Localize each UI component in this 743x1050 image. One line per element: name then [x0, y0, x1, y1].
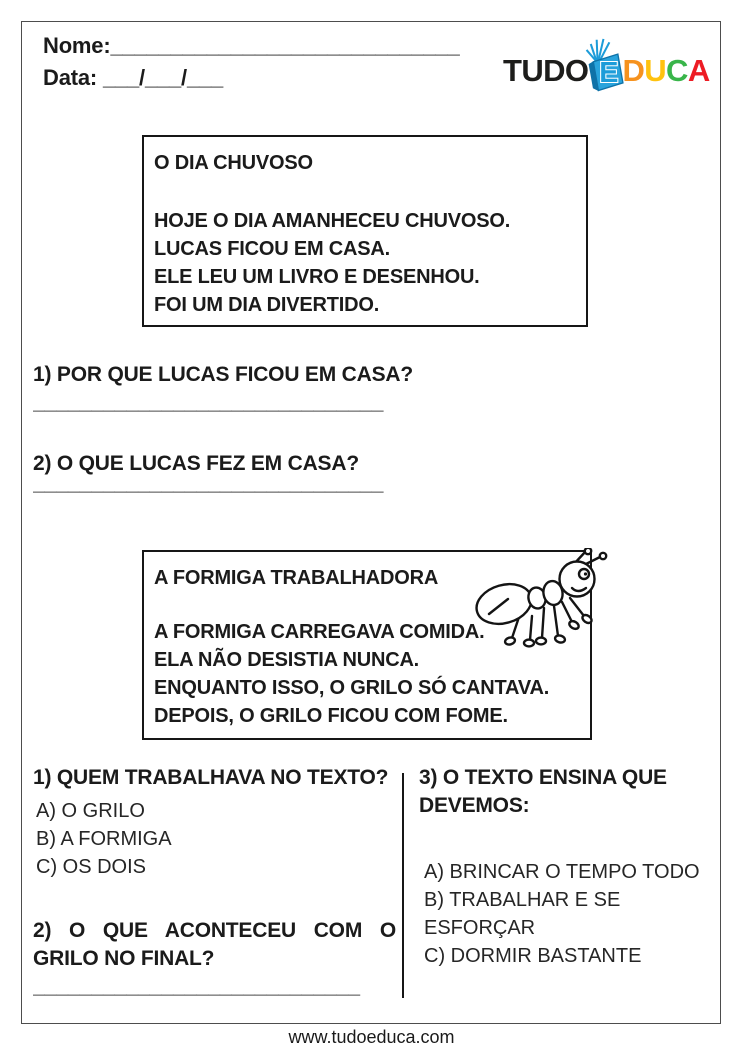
date-row	[43, 63, 223, 93]
open-book-icon	[584, 35, 628, 97]
question-2b-answer-line[interactable]: ____________________________	[33, 975, 361, 998]
question-1-answer-line[interactable]: ______________________________	[33, 391, 384, 414]
story1-line: LUCAS FICOU EM CASA.	[154, 238, 391, 260]
option-a-brincar[interactable]: A) BRINCAR O TEMPO TODO	[424, 861, 700, 883]
question-1-text: 1) POR QUE LUCAS FICOU EM CASA?	[33, 363, 413, 386]
story2-line: ELA NÃO DESISTIA NUNCA.	[154, 649, 420, 671]
story2-line: DEPOIS, O GRILO FICOU COM FOME.	[154, 705, 508, 727]
logo-letter-u: U	[644, 53, 667, 88]
story1-line: ELE LEU UM LIVRO E DESENHOU.	[154, 266, 480, 288]
question-1b-text: 1) QUEM TRABALHAVA NO TEXTO?	[33, 766, 389, 789]
story1-title: O DIA CHUVOSO	[154, 152, 313, 174]
site-url: www.tudoeduca.com	[288, 1027, 455, 1047]
column-divider	[402, 773, 404, 998]
date-blank-line[interactable]: ___/___/___	[102, 65, 224, 90]
option-b-formiga[interactable]: B) A FORMIGA	[36, 828, 172, 850]
question-2-text: 2) O QUE LUCAS FEZ EM CASA?	[33, 452, 359, 475]
bottom-right-column	[419, 764, 731, 970]
bottom-left-column	[33, 764, 396, 1002]
option-c-os-dois[interactable]: C) OS DOIS	[36, 856, 147, 878]
option-c-dormir[interactable]: C) DORMIR BASTANTE	[424, 945, 642, 967]
question-2-answer-line[interactable]: ______________________________	[33, 472, 384, 495]
logo-text-tudo: TUDO	[503, 53, 589, 88]
date-label: Data:	[43, 65, 98, 90]
option-b-trabalhar[interactable]: B) TRABALHAR E SE ESFORÇAR	[424, 889, 621, 939]
option-a-grilo[interactable]: A) O GRILO	[36, 800, 145, 822]
question-3-text: 3) O TEXTO ENSINA QUE DEVEMOS:	[419, 766, 667, 817]
story-box-rainy-day	[142, 135, 588, 327]
logo-letter-c: C	[666, 53, 688, 88]
story2-line: ENQUANTO ISSO, O GRILO SÓ CANTAVA.	[154, 677, 550, 699]
story2-title: A FORMIGA TRABALHADORA	[154, 567, 439, 589]
name-row	[43, 31, 459, 61]
story1-line: HOJE O DIA AMANHECEU CHUVOSO.	[154, 210, 511, 232]
logo-letter-a: A	[687, 53, 710, 88]
logo-letter-d: D	[622, 53, 645, 88]
name-label: Nome:	[43, 33, 111, 58]
logo-letter-e: E	[599, 57, 619, 90]
story2-line: A FORMIGA CARREGAVA COMIDA.	[154, 621, 485, 643]
question-2b-text: 2) O QUE ACONTECEU COM O GRILO NO FINAL?	[33, 919, 396, 970]
ant-icon	[474, 548, 614, 656]
tudoeduca-logo	[503, 26, 710, 88]
story1-line: FOI UM DIA DIVERTIDO.	[154, 294, 380, 316]
name-blank-line[interactable]: _____________________________	[110, 33, 460, 58]
